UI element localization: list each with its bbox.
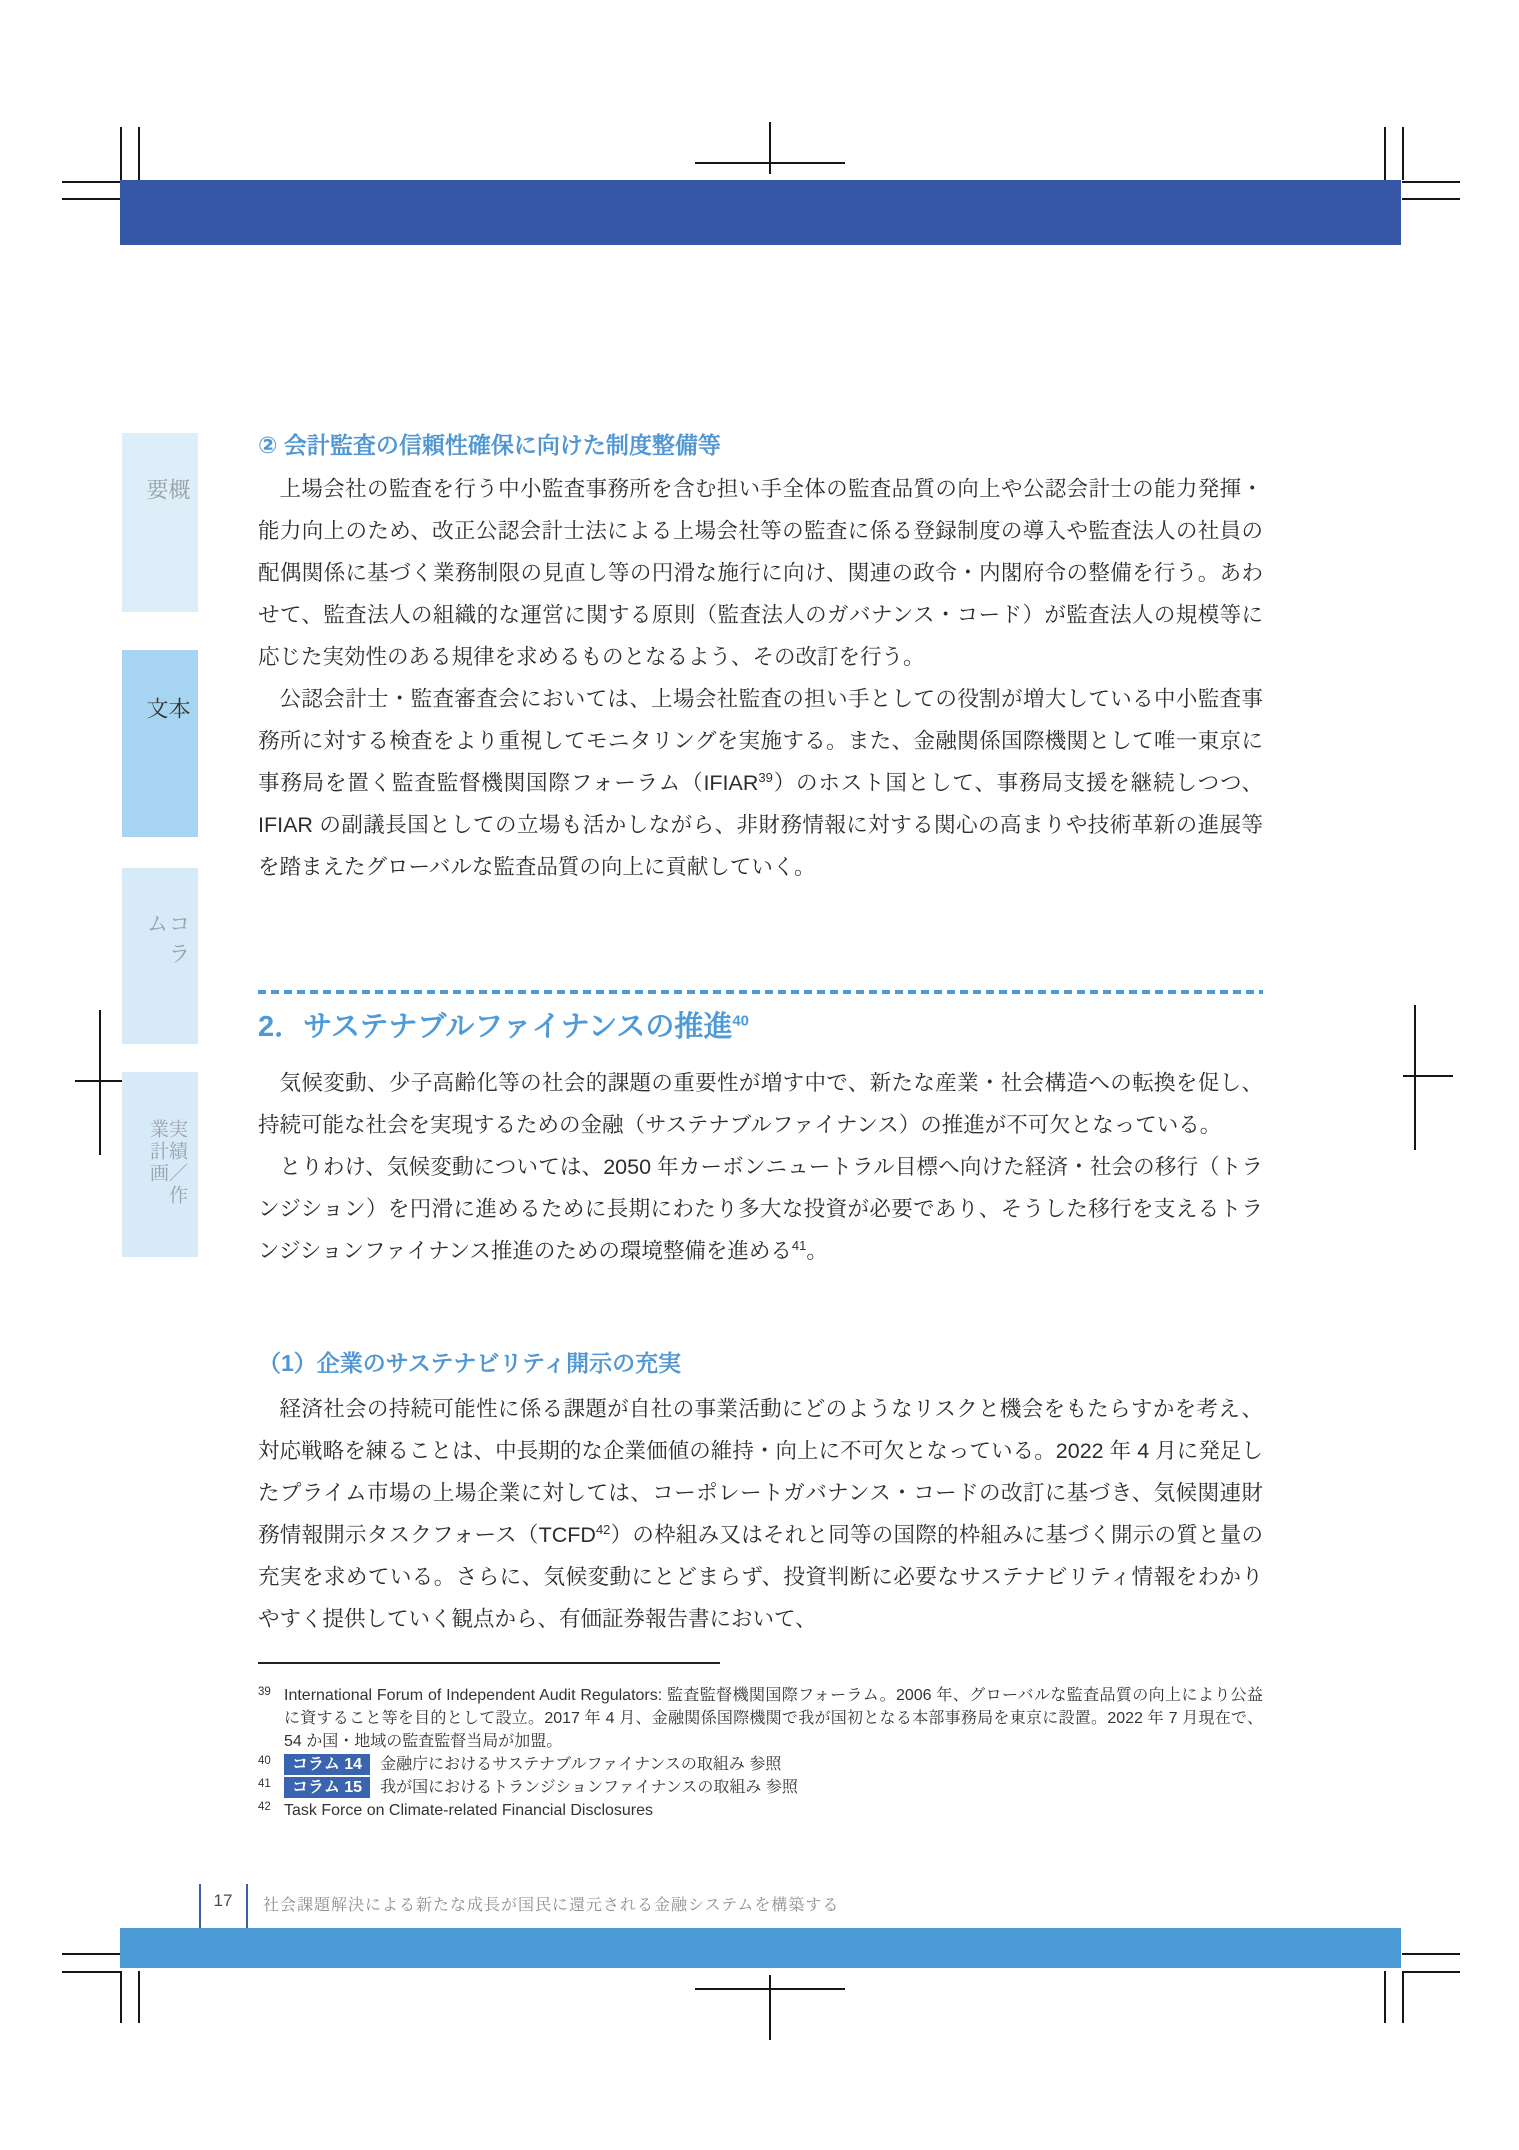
audit-paragraph-2-text: 公認会計士・監査審査会においては、上場会社監査の担い手としての役割が増大している中小監査事務所に対する検査をより重視してモニタリングを実施する。また、金融関係国際機関として唯一東京に事務局を置く監査監督機関国際フォーラム（IFIAR [258,687,1263,795]
crop-mark [120,1971,122,2023]
disclosure-paragraph-1 [258,1388,1263,1640]
crop-mark [769,122,771,174]
crop-mark [1402,1971,1404,2023]
crop-mark [75,1080,125,1082]
crop-mark [1402,127,1404,180]
crop-mark [99,1010,101,1155]
crop-mark [138,1971,140,2023]
footnote-42-text: Task Force on Climate-related Financial Disclosures [284,1802,654,1819]
bottom-banner-bar [120,1928,1401,1968]
footnote-ref-42[interactable]: 42 [595,1521,611,1537]
sidebar-tab-column[interactable] [122,868,198,1044]
sustainable-paragraph-1: 気候変動、少子高齢化等の社会的課題の重要性が増す中で、新たな産業・社会構造への転換を促し、持続可能な社会を実現するための金融（サステナブルファイナンス）の推進が不可欠となっている。 [258,1071,1263,1137]
crop-mark [120,127,122,180]
section-sustainable-finance [258,990,1263,1272]
crop-mark [1402,181,1460,183]
crop-mark [1402,198,1460,200]
sustainable-paragraph-2-text: とりわけ、気候変動については、2050 年カーボンニュートラル目標へ向けた経済・社会の移行（トランジション）を円滑に進めるために長期にわたり多大な投資が必要であり、そうした移行を支えるトランジションファイナンス推進のための環境整備を進める [258,1155,1263,1263]
footer-chapter-title: 社会課題解決による新たな成長が国民に還元される金融システムを構築する [263,1897,840,1914]
footnote-42-number: 42 [258,1801,271,1813]
sidebar-tab-results-workplan[interactable] [122,1072,198,1257]
sustainable-paragraph-2 [258,1146,1263,1272]
page-number: 17 [213,1891,233,1910]
section-audit-reliability [258,430,1263,888]
audit-paragraph-2 [258,678,1263,888]
crop-mark [1403,1075,1453,1077]
sidebar-tab-column-label: コラム [144,912,191,972]
section-sustainability-disclosure [258,1348,1263,1640]
crop-mark [1384,127,1386,180]
sustainable-paragraph-2-text-cont: 。 [806,1239,828,1263]
footnote-40-number: 40 [258,1755,271,1767]
top-banner-bar [120,180,1401,245]
sidebar-tab-results-workplan-label: 実績／作業計画 [147,1118,187,1207]
footnote-42 [258,1799,1263,1822]
footnote-ref-41[interactable]: 41 [791,1237,807,1253]
footnote-39 [258,1684,1263,1753]
footnote-39-text: International Forum of Independent Audit Regulators: 監査監督機関国際フォーラム。2006 年、グローバルな監査品質の向上により公益に資すること等を目的として設立。2017 年 4 月、金融関係国際機関で我が国初となる本部事務局を東京に設置。2022 年 7 月現在で、54 か国・地域の監査監督当局が加盟。 [284,1687,1263,1750]
crop-mark [1402,1971,1460,1973]
crop-mark [62,1953,120,1955]
sidebar-tab-main-text[interactable] [122,650,198,837]
sustainable-finance-heading-text: 2．サステナブルファイナンスの推進 [258,1011,733,1043]
dotted-divider [258,990,1263,994]
column-14-badge[interactable]: コラム 14 [284,1754,370,1775]
footnote-40-text: 金融庁におけるサステナブルファイナンスの取組み 参照 [380,1756,782,1773]
footnote-ref-39[interactable]: 39 [758,769,773,785]
crop-mark [62,181,120,183]
sustainable-finance-heading [258,1008,1263,1046]
sidebar-tab-overview[interactable] [122,433,198,612]
audit-paragraph-2-text-cont: ）のホスト国として、事務局支援を継続しつつ、IFIAR の副議長国としての立場も活かしながら、非財務情報に対する関心の高まりや技術革新の進展等を踏まえたグローバルな監査品質の向上に貢献していく。 [258,771,1263,879]
crop-mark [1402,1953,1460,1955]
footnote-separator [258,1662,720,1664]
crop-mark [1414,1005,1416,1150]
crop-mark [769,1975,771,2040]
footnote-40 [258,1753,1263,1776]
footnote-41 [258,1776,1263,1799]
footnote-41-number: 41 [258,1778,271,1790]
section-audit-heading: ② 会計監査の信頼性確保に向けた制度整備等 [258,432,721,458]
footnote-ref-40[interactable]: 40 [732,1012,750,1030]
crop-mark [62,198,120,200]
sidebar-tab-overview-label: 概要 [144,477,191,526]
column-15-badge[interactable]: コラム 15 [284,1777,370,1798]
disclosure-heading: （1）企業のサステナビリティ開示の充実 [258,1350,682,1376]
crop-mark [62,1971,120,1973]
footnote-41-text: 我が国におけるトランジションファイナンスの取組み 参照 [380,1779,798,1796]
sidebar-tab-main-text-label: 本文 [144,696,191,745]
crop-mark [1384,1971,1386,2023]
disclosure-paragraph-1-text: 経済社会の持続可能性に係る課題が自社の事業活動にどのようなリスクと機会をもたらすかを考え、対応戦略を練ることは、中長期的な企業価値の維持・向上に不可欠となっている。2022 年 4 月に発足したプライム市場の上場企業に対しては、コーポレートガバナンス・コードの改訂に基づき、気候関連財務情報開示タスクフォース（TCFD [258,1397,1263,1547]
disclosure-paragraph-1-text-cont: ）の枠組み又はそれと同等の国際的枠組みに基づく開示の質と量の充実を求めている。さらに、気候変動にとどまらず、投資判断に必要なサステナビリティ情報をわかりやすく提供していく観点から、有価証券報告書において、 [258,1523,1263,1631]
footnotes-section [258,1662,1263,1822]
audit-paragraph-1: 上場会社の監査を行う中小監査事務所を含む担い手全体の監査品質の向上や公認会計士の能力発揮・能力向上のため、改正公認会計士法による上場会社等の監査に係る登録制度の導入や監査法人の社員の配偶関係に基づく業務制限の見直し等の円滑な施行に向け、関連の政令・内閣府令の整備を行う。あわせて、監査法人の組織的な運営に関する原則（監査法人のガバナンス・コード）が監査法人の規模等に応じた実効性のある規律を求めるものとなるよう、その改訂を行う。 [258,477,1263,669]
crop-mark [695,1988,845,1990]
footnote-39-number: 39 [258,1686,271,1698]
crop-mark [695,162,845,164]
crop-mark [138,127,140,180]
